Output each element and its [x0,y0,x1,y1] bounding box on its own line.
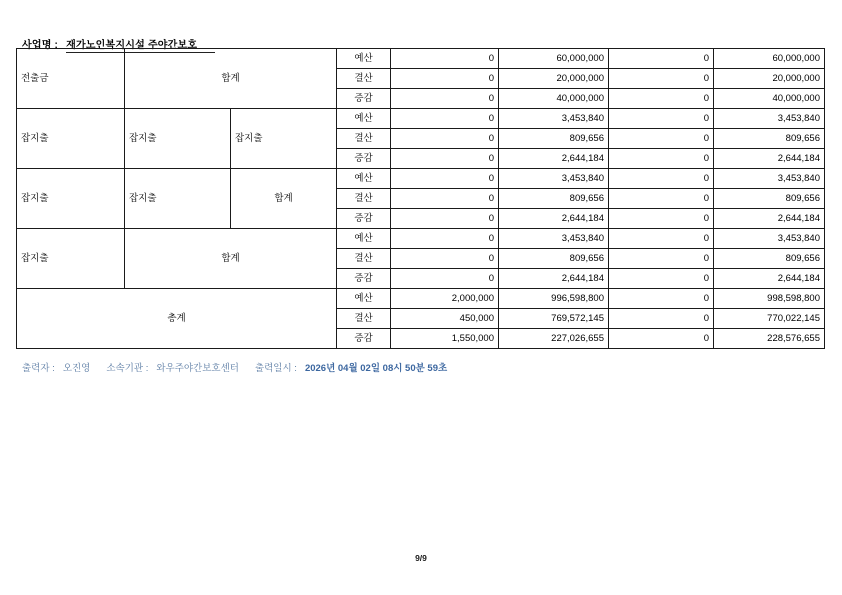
value-cell: 0 [391,209,499,229]
metric-label: 증감 [337,89,391,109]
category-cell: 전출금 [17,49,125,109]
org-value: 와우주야간보호센터 [156,363,239,374]
value-cell: 0 [609,209,714,229]
metric-label: 증감 [337,149,391,169]
metric-label: 결산 [337,69,391,89]
metric-label: 결산 [337,129,391,149]
metric-label: 예산 [337,109,391,129]
value-cell: 20,000,000 [499,69,609,89]
value-cell: 0 [391,49,499,69]
value-cell: 60,000,000 [714,49,825,69]
value-cell: 20,000,000 [714,69,825,89]
value-cell: 0 [609,309,714,329]
value-cell: 809,656 [714,129,825,149]
value-cell: 0 [609,49,714,69]
org-label: 소속기관 : [106,363,149,374]
value-cell: 0 [391,229,499,249]
value-cell: 0 [609,89,714,109]
value-cell: 3,453,840 [499,229,609,249]
category-cell: 잡지출 [17,229,125,289]
value-cell: 3,453,840 [714,229,825,249]
printed-by-value: 오진영 [62,363,91,374]
category-cell: 잡지출 [17,109,125,169]
value-cell: 0 [609,69,714,89]
value-cell: 0 [609,109,714,129]
metric-label: 예산 [337,49,391,69]
business-name-value: 재가노인복지시설 주야간보호 [66,36,215,53]
printed-at-value: 2026년 04월 02일 08시 50분 59초 [304,363,448,374]
category-cell: 잡지출 [125,109,231,169]
value-cell: 0 [609,249,714,269]
printed-by-label: 출력자 : [22,363,55,374]
value-cell: 2,644,184 [714,209,825,229]
grand-total-cell: 총계 [17,289,337,349]
value-cell: 809,656 [499,249,609,269]
value-cell: 998,598,800 [714,289,825,309]
table-row [17,229,825,249]
value-cell: 0 [609,149,714,169]
value-cell: 450,000 [391,309,499,329]
value-cell: 0 [609,189,714,209]
metric-label: 예산 [337,229,391,249]
value-cell: 3,453,840 [499,109,609,129]
table-row [17,109,825,129]
value-cell: 0 [391,169,499,189]
value-cell: 228,576,655 [714,329,825,349]
value-cell: 3,453,840 [499,169,609,189]
value-cell: 1,550,000 [391,329,499,349]
value-cell: 809,656 [714,189,825,209]
value-cell: 2,644,184 [499,269,609,289]
value-cell: 0 [391,189,499,209]
value-cell: 809,656 [499,129,609,149]
metric-label: 증감 [337,269,391,289]
category-cell-merged: 합계 [125,229,337,289]
value-cell: 0 [609,129,714,149]
business-name-label: 사업명 : [22,40,59,51]
table-row [17,169,825,189]
value-cell: 809,656 [714,249,825,269]
printed-at-label: 출력일시 : [254,363,297,374]
print-info-footer [22,360,447,374]
metric-label: 결산 [337,309,391,329]
metric-label: 증감 [337,329,391,349]
value-cell: 2,644,184 [499,149,609,169]
metric-label: 예산 [337,169,391,189]
value-cell: 0 [391,149,499,169]
metric-label: 증감 [337,209,391,229]
budget-report-table [16,48,825,349]
value-cell: 0 [391,129,499,149]
value-cell: 2,000,000 [391,289,499,309]
value-cell: 0 [609,229,714,249]
metric-label: 결산 [337,189,391,209]
value-cell: 0 [609,269,714,289]
value-cell: 809,656 [499,189,609,209]
value-cell: 996,598,800 [499,289,609,309]
value-cell: 0 [391,69,499,89]
value-cell: 0 [391,109,499,129]
table-row [17,289,825,309]
value-cell: 3,453,840 [714,109,825,129]
value-cell: 0 [391,269,499,289]
table-row [17,49,825,69]
value-cell: 0 [609,289,714,309]
category-cell-merged: 합계 [125,49,337,109]
value-cell: 0 [609,169,714,189]
value-cell: 40,000,000 [499,89,609,109]
page-indicator: 9/9 [415,553,427,563]
value-cell: 3,453,840 [714,169,825,189]
category-cell: 잡지출 [231,109,337,169]
category-cell: 합계 [231,169,337,229]
category-cell: 잡지출 [125,169,231,229]
value-cell: 2,644,184 [499,209,609,229]
value-cell: 60,000,000 [499,49,609,69]
value-cell: 40,000,000 [714,89,825,109]
metric-label: 결산 [337,249,391,269]
value-cell: 769,572,145 [499,309,609,329]
value-cell: 770,022,145 [714,309,825,329]
value-cell: 0 [609,329,714,349]
metric-label: 예산 [337,289,391,309]
value-cell: 227,026,655 [499,329,609,349]
value-cell: 2,644,184 [714,269,825,289]
value-cell: 2,644,184 [714,149,825,169]
value-cell: 0 [391,249,499,269]
category-cell: 잡지출 [17,169,125,229]
value-cell: 0 [391,89,499,109]
